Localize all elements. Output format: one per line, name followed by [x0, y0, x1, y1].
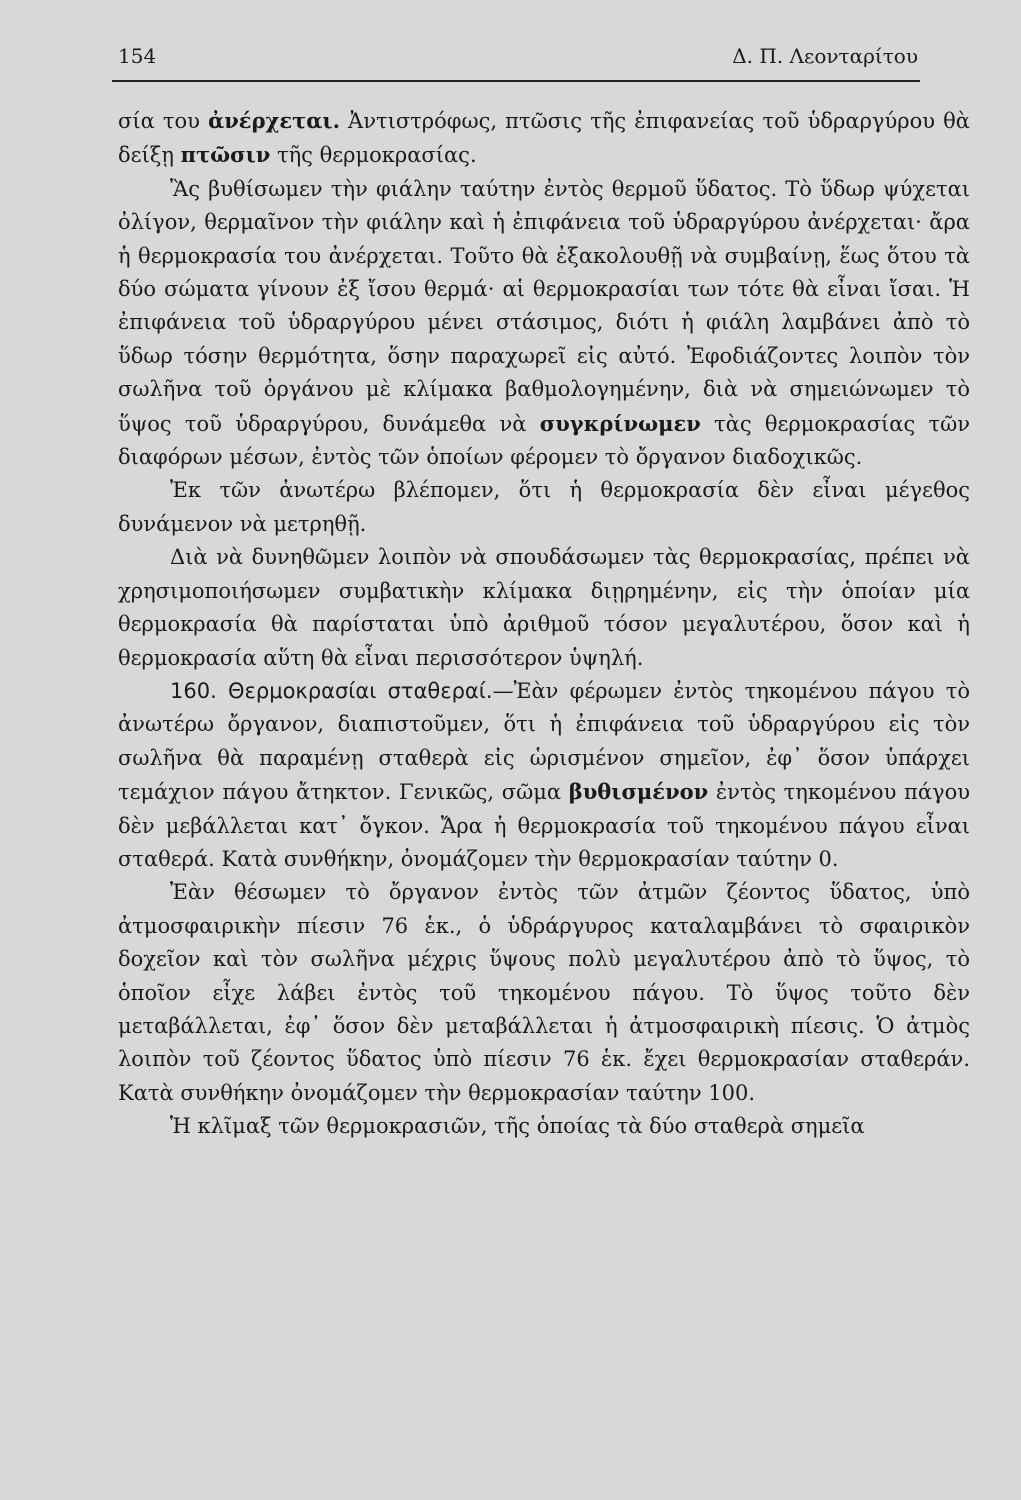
paragraph-6: Ἐὰν θέσωμεν τὸ ὄργανον ἐντὸς τῶν ἀτμῶν ζέοντος ὕδατος, ὑπὸ ἀτμοσφαιρικὴν πίεσιν 76 ἑκ., ὁ ὑδράργυρος καταλαμβάνει τὸ σφαιρικὸν δοχεῖον καὶ τὸν σωλῆνα μέχρις ὕψους πολὺ μεγαλυτέρου ἀπὸ τὸ ὕψος, τὸ ὁποῖον εἶχε λάβει ἐντὸς τοῦ τηκομένου πάγου. Τὸ ὕψος τοῦτο δὲν μεταβάλλεται, ἐφ᾽ ὅσον δὲν μεταβάλλεται ἡ ἀτμοσφαιρικὴ πίεσις. Ὁ ἀτμὸς λοιπὸν τοῦ ζέοντος ὕδατος ὑπὸ πίεσιν 76 ἑκ. ἔχει θερμοκρασίαν σταθεράν. Κατὰ συνθήκην ὀνομάζομεν τὴν θερμοκρασίαν ταύτην 100.	[118, 880, 970, 1105]
page-number: 154	[118, 44, 157, 68]
section-160	[118, 675, 970, 876]
paragraph-1-text-a: σία του	[118, 109, 209, 133]
paragraph-2-text-a: Ἂς βυθίσωμεν τὴν φιάλην ταύτην ἐντὸς θερμοῦ ὕδατος. Τὸ ὕδωρ ψύχεται ὀλίγον, θερμαῖνον τὴν φιάλην καὶ ἡ ἐπιφάνεια τοῦ ὑδραργύρου ἀνέρχεται· ἄρα ἡ θερμοκρασία του ἀνέρχεται. Τοῦτο θὰ ἐξακολουθῇ νὰ συμβαίνῃ, ἕως ὅτου τὰ δύο σώματα γίνουν ἐξ ἴσου θερμά· αἱ θερμοκρασίαι των τότε θὰ εἶναι ἴσαι. Ἡ ἐπιφάνεια τοῦ ὑδραργύρου μένει στάσιμος, διότι ἡ φιάλη λαμβάνει ἀπὸ τὸ ὕδωρ τόσην θερμότητα, ὅσην παραχωρεῖ εἰς αὐτό. Ἐφοδιάζοντες λοιπὸν τὸν σωλῆνα τοῦ ὀργάνου μὲ κλίμακα βαθμολογημένην, διὰ νὰ σημειώνωμεν τὸ ὕψος τοῦ ὑδραργύρου, δυνάμεθα νὰ	[118, 176, 970, 436]
header-rule	[112, 80, 920, 82]
paragraph-3: Ἐκ τῶν ἀνωτέρω βλέπομεν, ὅτι ἡ θερμοκρασία δὲν εἶναι μέγεθος δυνάμενον νὰ μετρηθῇ.	[118, 478, 970, 536]
page-header	[118, 44, 918, 74]
section-160-text-b: ἐντὸς τηκομένου πάγου δὲν μεβάλλεται κατ᾽ ὄγκον. Ἄρα ἡ θερμοκρασία τοῦ τηκομένου πάγου εἶναι σταθερά. Κατὰ συνθήκην, ὀνομάζομεν τὴν θερμοκρασίαν ταύτην 0.	[118, 780, 970, 871]
paragraph-1-text-c: τῆς θερμοκρασίας.	[270, 143, 477, 168]
emphasis-synkrinomen: συγκρίνωμεν	[539, 410, 701, 436]
paragraph-7: Ἡ κλῖμαξ τῶν θερμοκρασιῶν, τῆς ὁποίας τὰ δύο σταθερὰ σημεῖα	[170, 1114, 865, 1139]
emphasis-ptosin: πτῶσιν	[180, 142, 271, 168]
paragraph-4: Διὰ νὰ δυνηθῶμεν λοιπὸν νὰ σπουδάσωμεν τὰς θερμοκρασίας, πρέπει νὰ χρησιμοποιήσωμεν συμβατικὴν κλίμακα διῃρημένην, εἰς τὴν ὁποίαν μία θερμοκρασία θὰ παρίσταται ὑπὸ ἀριθμοῦ τόσον μεγαλυτέρου, ὅσον καὶ ἡ θερμοκρασία αὕτη θὰ εἶναι περισσότερον ὑψηλή.	[118, 545, 970, 670]
paragraph-2-text-b: τὰς θερμοκρασίας τῶν διαφόρων μέσων, ἐντὸς τῶν ὁποίων φέρομεν τὸ ὄργανον διαδοχικῶς.	[118, 411, 970, 470]
section-heading-160: 160. Θερμοκρασίαι σταθεραί.	[170, 678, 493, 703]
page-body	[118, 104, 970, 1144]
running-head-author: Δ. Π. Λεονταρίτου	[732, 44, 918, 68]
emphasis-anerchetai: ἀνέρχεται.	[208, 108, 340, 133]
section-160-text-a: —Ἐὰν φέρωμεν ἐντὸς τηκομένου πάγου τὸ ἀνωτέρω ὄργανον, διαπιστοῦμεν, ὅτι ἡ ἐπιφάνεια τοῦ ὑδραργύρου εἰς τὸν σωλῆνα θὰ παραμένῃ σταθερὰ εἰς ὡρισμένον σημεῖον, ἐφ᾽ ὅσον ὑπάρχει τεμάχιον πάγου ἄτηκτον. Γενικῶς, σῶμα	[118, 678, 971, 805]
paragraph-2	[118, 173, 970, 475]
paragraph-1	[118, 104, 970, 173]
emphasis-vythismenon: βυθισμένον	[568, 779, 709, 805]
paragraph-1-text-b: Ἀντιστρόφως, πτῶσις τῆς ἐπιφανείας τοῦ ὑδραργύρου θὰ δείξῃ	[118, 109, 970, 168]
